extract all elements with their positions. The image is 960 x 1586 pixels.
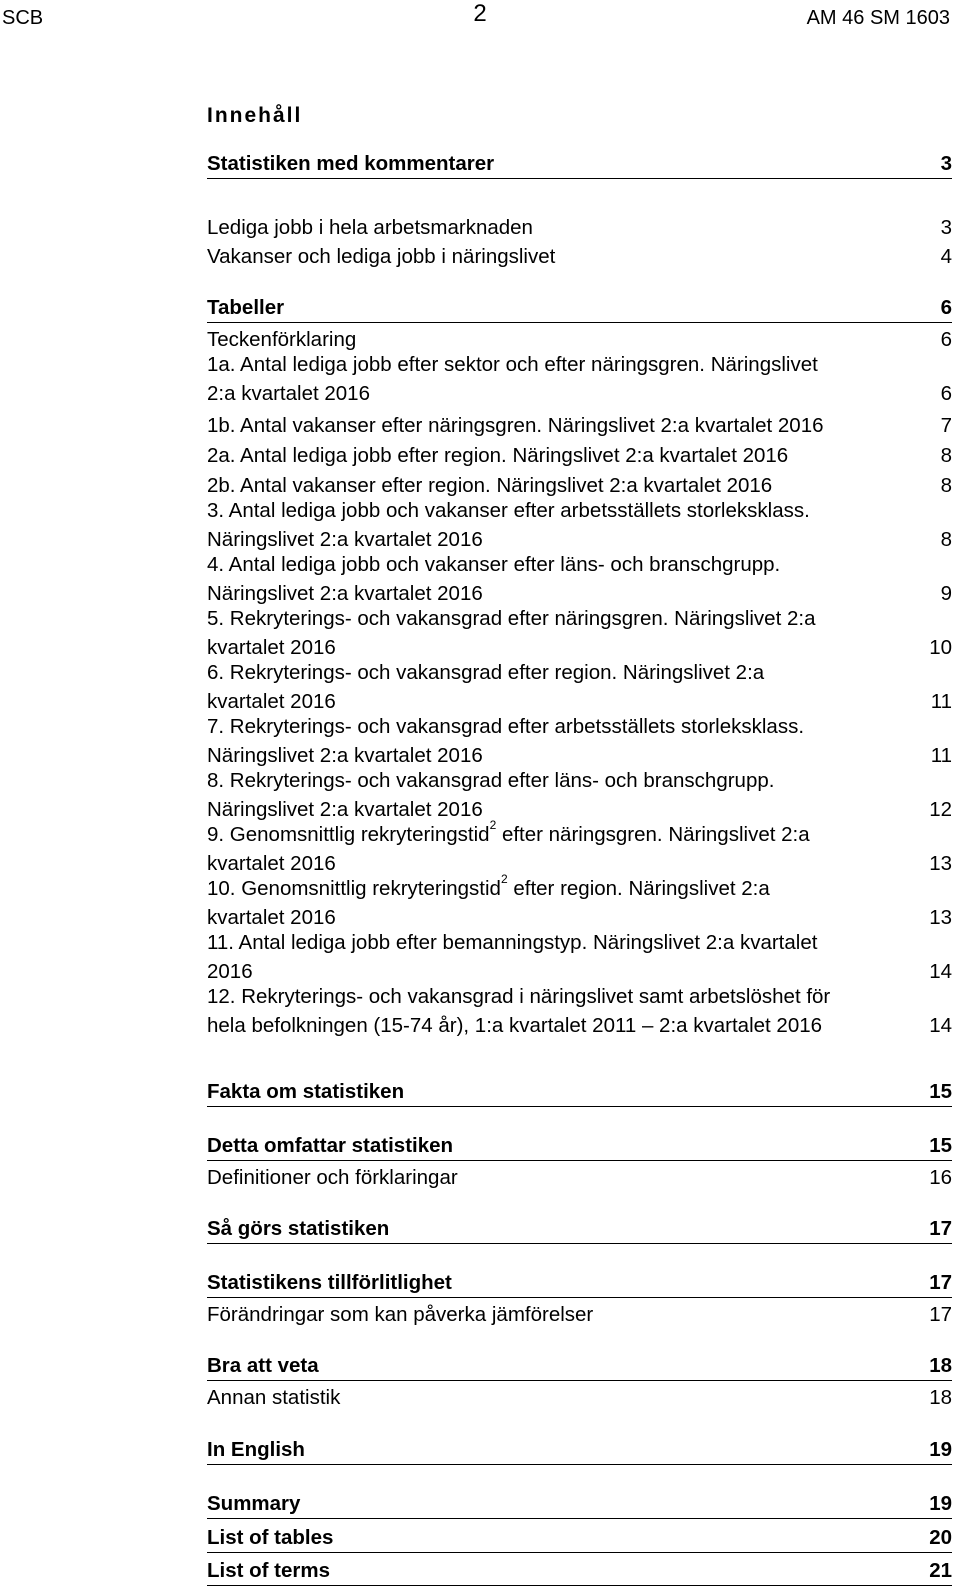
toc-page-number: 12 (929, 798, 952, 821)
toc-page-number: 3 (940, 216, 952, 239)
toc-entry[interactable] (207, 327, 952, 352)
toc-label: Så görs statistiken (207, 1217, 390, 1240)
toc-page-number: 14 (929, 960, 952, 983)
toc-entry[interactable] (207, 660, 952, 714)
toc-page-number: 18 (929, 1354, 952, 1377)
header-left: SCB (2, 7, 44, 29)
toc-page-number: 17 (929, 1271, 952, 1294)
toc-label: Vakanser och lediga jobb i näringslivet (207, 245, 556, 268)
toc-label: In English (207, 1438, 305, 1461)
toc-label: 2b. Antal vakanser efter region. Näringslivet 2:a kvartalet 2016 (207, 474, 773, 497)
toc-entry[interactable] (207, 872, 952, 930)
toc-label-line2: hela befolkningen (15-74 år), 1:a kvartalet 2011 – 2:a kvartalet 2016 (207, 1014, 823, 1037)
toc-label: Summary (207, 1492, 301, 1515)
toc-entry[interactable] (207, 352, 952, 406)
toc-page-number: 15 (929, 1080, 952, 1103)
toc-label-line2: kvartalet 2016 (207, 690, 336, 713)
toc-entry[interactable] (207, 1165, 952, 1190)
toc-label-line2: kvartalet 2016 (207, 636, 336, 659)
toc-label: 2a. Antal lediga jobb efter region. Näringslivet 2:a kvartalet 2016 (207, 444, 789, 467)
toc-page-number: 14 (929, 1014, 952, 1037)
toc-section[interactable] (207, 1353, 952, 1381)
toc-entry[interactable] (207, 1302, 952, 1327)
toc-page-number: 8 (940, 474, 952, 497)
toc-page-number: 13 (929, 852, 952, 875)
toc-page-number: 8 (940, 444, 952, 467)
toc-entry[interactable] (207, 930, 952, 984)
toc-entry[interactable] (207, 768, 952, 822)
toc-label (207, 606, 815, 660)
toc-page-number: 20 (929, 1526, 952, 1549)
toc-page-number: 17 (929, 1217, 952, 1240)
toc-page-number: 10 (929, 636, 952, 659)
toc-section[interactable] (207, 1216, 952, 1244)
toc-label: Bra att veta (207, 1354, 319, 1377)
toc-label-line2: kvartalet 2016 (207, 906, 336, 929)
toc-entry[interactable] (207, 498, 952, 552)
page-number: 2 (473, 0, 487, 27)
toc-label-line2: 2:a kvartalet 2016 (207, 382, 370, 405)
toc-label (207, 984, 830, 1038)
toc-label-line1: 12. Rekryterings- och vakansgrad i näringslivet samt arbetslöshet för (207, 985, 831, 1008)
toc-label: Förändringar som kan påverka jämförelser (207, 1303, 594, 1326)
toc-entry[interactable] (207, 215, 952, 240)
toc-label-line1: 9. Genomsnittlig rekryteringstid$^2$ efter näringsgren. Näringslivet 2:a (207, 818, 810, 846)
toc-label (207, 352, 818, 406)
toc-label-line1: 6. Rekryterings- och vakansgrad efter region. Näringslivet 2:a (207, 661, 765, 684)
toc-label-line1: 7. Rekryterings- och vakansgrad efter arbetsställets storleksklass. (207, 715, 805, 738)
toc-label-line2: Näringslivet 2:a kvartalet 2016 (207, 528, 483, 551)
toc-section[interactable] (207, 1270, 952, 1298)
toc-label: Teckenförklaring (207, 328, 357, 351)
toc-label: Statistikens tillförlitlighet (207, 1271, 452, 1294)
toc-label: Tabeller (207, 296, 285, 319)
toc-label: Statistiken med kommentarer (207, 152, 495, 175)
toc-section[interactable] (207, 1558, 952, 1586)
toc-page-number: 11 (930, 690, 952, 713)
toc-page-number: 4 (940, 245, 952, 268)
toc-page-number: 18 (929, 1386, 952, 1409)
toc-section[interactable] (207, 1525, 952, 1553)
toc-label-line1: 5. Rekryterings- och vakansgrad efter näringsgren. Näringslivet 2:a (207, 607, 816, 630)
header-right: AM 46 SM 1603 (806, 7, 950, 29)
toc-label-line1: 1a. Antal lediga jobb efter sektor och efter näringsgren. Näringslivet (207, 353, 818, 376)
toc-page-number: 8 (940, 528, 952, 551)
toc-label: Detta omfattar statistiken (207, 1134, 454, 1157)
toc-entry[interactable] (207, 1385, 952, 1410)
toc-entry[interactable] (207, 413, 952, 438)
toc-label (207, 498, 810, 552)
toc-page-number: 13 (929, 906, 952, 929)
toc-label (207, 872, 770, 930)
toc-label-line2: Näringslivet 2:a kvartalet 2016 (207, 582, 483, 605)
toc-page-number: 3 (940, 152, 952, 175)
toc-label-line1: 4. Antal lediga jobb och vakanser efter läns- och branschgrupp. (207, 553, 781, 576)
toc-page-number: 19 (929, 1492, 952, 1515)
toc-entry[interactable] (207, 443, 952, 468)
footnote-marker: 2 (489, 818, 497, 833)
toc-label: List of terms (207, 1559, 331, 1582)
toc-entry[interactable] (207, 244, 952, 269)
toc-label-line2: kvartalet 2016 (207, 852, 336, 875)
toc-page-number: 21 (929, 1559, 952, 1582)
toc-label: Lediga jobb i hela arbetsmarknaden (207, 216, 533, 239)
toc-label (207, 660, 764, 714)
toc-label-line2: Näringslivet 2:a kvartalet 2016 (207, 798, 483, 821)
toc-label (207, 768, 774, 822)
toc-label: Annan statistik (207, 1386, 341, 1409)
toc-section[interactable] (207, 1079, 952, 1107)
toc-label (207, 552, 780, 606)
toc-label-line1: 8. Rekryterings- och vakansgrad efter läns- och branschgrupp. (207, 769, 775, 792)
toc-section[interactable] (207, 295, 952, 323)
toc-page-number: 19 (929, 1438, 952, 1461)
toc-label-line1: 11. Antal lediga jobb efter bemanningstyp. Näringslivet 2:a kvartalet (207, 931, 818, 954)
toc-page-number: 15 (929, 1134, 952, 1157)
toc-label: Definitioner och förklaringar (207, 1166, 458, 1189)
toc-section[interactable] (207, 1437, 952, 1465)
toc-label: List of tables (207, 1526, 334, 1549)
toc-page-number: 11 (930, 744, 952, 767)
toc-entry[interactable] (207, 714, 952, 768)
toc-label: 1b. Antal vakanser efter näringsgren. Näringslivet 2:a kvartalet 2016 (207, 414, 824, 437)
toc-page-number: 6 (940, 328, 952, 351)
toc-entry[interactable] (207, 818, 952, 876)
toc-title: Innehåll (207, 104, 303, 127)
toc-entry[interactable] (207, 606, 952, 660)
toc-section[interactable] (207, 151, 952, 179)
footnote-marker: 2 (500, 872, 508, 887)
toc-label (207, 714, 804, 768)
toc-label: Fakta om statistiken (207, 1080, 405, 1103)
toc-label-line2: 2016 (207, 960, 253, 983)
toc-page-number: 17 (929, 1303, 952, 1326)
toc-label-line1: 3. Antal lediga jobb och vakanser efter arbetsställets storleksklass. (207, 499, 810, 522)
toc-page-number: 16 (929, 1166, 952, 1189)
toc-label (207, 930, 817, 984)
toc-entry[interactable] (207, 473, 952, 498)
toc-section[interactable] (207, 1133, 952, 1161)
toc-label (207, 818, 810, 876)
toc-entry[interactable] (207, 552, 952, 606)
toc-section[interactable] (207, 1491, 952, 1519)
toc-entry[interactable] (207, 984, 952, 1038)
toc-page-number: 7 (940, 414, 952, 437)
toc-page-number: 9 (940, 582, 952, 605)
toc-page-number: 6 (940, 382, 952, 405)
toc-label-line1: 10. Genomsnittlig rekryteringstid$^2$ efter region. Näringslivet 2:a (207, 872, 770, 900)
toc-page-number: 6 (940, 296, 952, 319)
toc-label-line2: Näringslivet 2:a kvartalet 2016 (207, 744, 483, 767)
